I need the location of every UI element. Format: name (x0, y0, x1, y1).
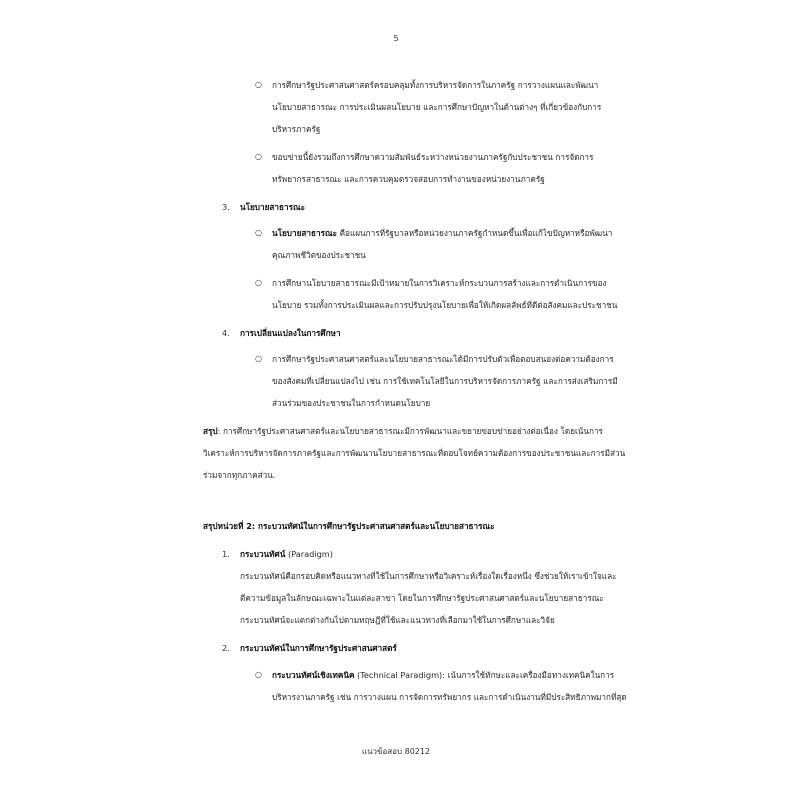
bullet-icon: ○ (255, 152, 262, 161)
paragraph-scope-2: ขอบข่ายนี้ยังรวมถึงการศึกษาความสัมพันธ์ระหว่างหน่วยงานภาครัฐกับประชาชน การจัดการ ทรัพยากรสาธารณะ และการควบคุมตรวจสอบการทำงานของหน่วยงานภาครัฐ (272, 152, 594, 184)
paragraph-scope-1: การศึกษารัฐประศาสนศาสตร์ครอบคลุมทั้งการบริหารจัดการในภาครัฐ การวางแผนและพัฒนา นโยบายสาธารณะ การประเมินผลนโยบาย และการศึกษาปัญหาในด้านต่างๆ ที่เกี่ยวข้องกับการ บริหารภาครัฐ (272, 80, 602, 134)
item-1-number: 1. (222, 549, 230, 559)
item-2-number: 2. (222, 643, 230, 653)
summary-paragraph: สรุป: การศึกษารัฐประศาสนศาสตร์และนโยบายสาธารณะมีการพัฒนาและขยายขอบข่ายอย่างต่อเนื่อง โดยเน้นการ วิเคราะห์การบริหารจัดการภาครัฐและการพัฒนานโยบายสาธารณะที่ตอบโจทย์ความต้องการของประชาชนและการมีส่วน ร่วมจากทุกภาคส่วน. (203, 426, 626, 480)
section-4-title: การเปลี่ยนแปลงในการศึกษา (240, 328, 341, 338)
paragraph-public-policy-study: การศึกษานโยบายสาธารณะมีเป้าหมายในการวิเคราะห์กระบวนการสร้างและการดำเนินการของ นโยบาย รวมทั้งการประเมินผลและการปรับปรุงนโยบายเพื่อให้เกิดผลลัพธ์ที่ดีต่อสังคมและประชาชน (272, 278, 618, 310)
page-footer: แนวข้อสอบ 80212 (361, 747, 431, 756)
page-number: 5 (393, 34, 399, 43)
paragraph-changes-in-study: การศึกษารัฐประศาสนศาสตร์และนโยบายสาธารณะได้มีการปรับตัวเพื่อตอบสนองต่อความต้องการ ของสังคมที่เปลี่ยนแปลงไป เช่น การใช้เทคโนโลยีในการบริหารจัดการภาครัฐ และการส่งเสริมการมี ส่วนร่วมของประชาชนในการกำหนดนโยบาย (272, 354, 618, 408)
bullet-icon: ○ (255, 80, 262, 89)
section-3-title: นโยบายสาธารณะ (240, 202, 305, 212)
item-2-title: กระบวนทัศน์ในการศึกษารัฐประศาสนศาสตร์ (240, 643, 397, 653)
section-3-number: 3. (222, 202, 230, 212)
bullet-icon: ○ (255, 670, 262, 679)
bullet-icon: ○ (255, 228, 262, 237)
unit-2-heading: สรุปหน่วยที่ 2: กระบวนทัศน์ในการศึกษารัฐประศาสนศาสตร์และนโยบายสาธารณะ (203, 521, 495, 531)
section-4-number: 4. (222, 328, 230, 338)
paragraph-technical-paradigm: กระบวนทัศน์เชิงเทคนิค (Technical Paradigm): เน้นการใช้ทักษะและเครื่องมือทางเทคนิคในการ บริหารงานภาครัฐ เช่น การวางแผน การจัดการทรัพยากร และการดำเนินงานที่มีประสิทธิภาพมากที่สุด (272, 670, 627, 702)
bullet-icon: ○ (255, 354, 262, 363)
paragraph-paradigm: กระบวนทัศน์ (Paradigm) กระบวนทัศน์คือกรอบคิดหรือแนวทางที่ใช้ในการศึกษาหรือวิเคราะห์เรื่องใดเรื่องหนึ่ง ซึ่งช่วยให้เราเข้าใจและ ตีความข้อมูลในลักษณะเฉพาะในแต่ละสาขา โดยในการศึกษารัฐประศาสนศาสตร์และนโยบายสาธารณะ กระบวนทัศน์จะแตกต่างกันไปตามทฤษฎีที่ใช้และแนวทางที่เลือกมาใช้ในการศึกษาและวิจัย (240, 549, 617, 625)
paragraph-public-policy-definition: นโยบายสาธารณะ คือแผนการที่รัฐบาลหรือหน่วยงานภาครัฐกำหนดขึ้นเพื่อแก้ไขปัญหาหรือพัฒนา คุณภาพชีวิตของประชาชน (272, 228, 613, 260)
bullet-icon: ○ (255, 278, 262, 287)
